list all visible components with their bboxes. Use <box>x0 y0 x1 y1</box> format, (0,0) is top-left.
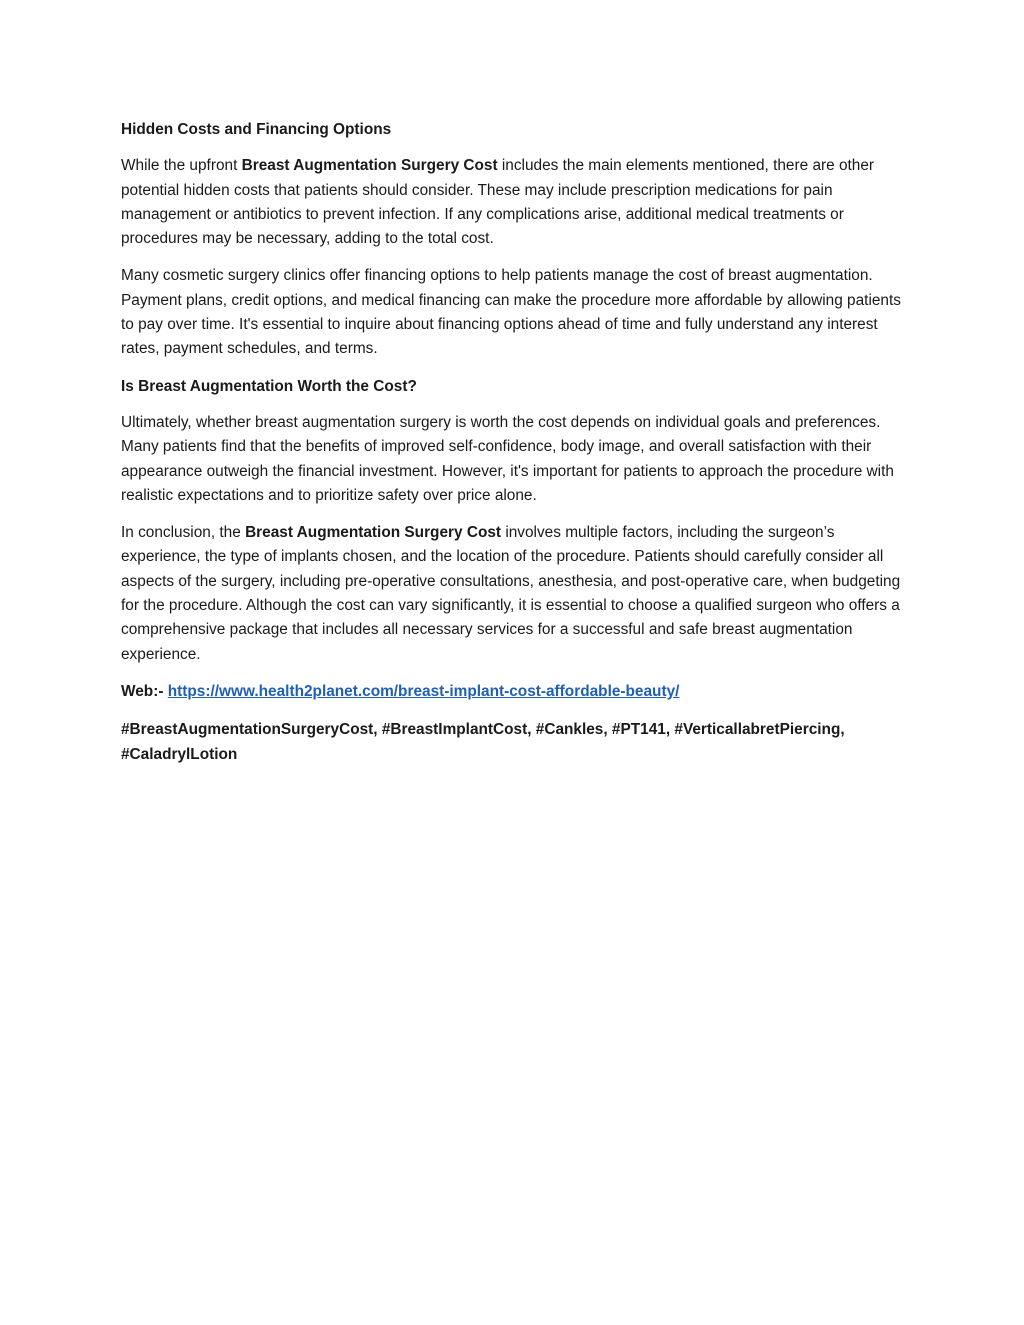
section-heading-hidden-costs: Hidden Costs and Financing Options <box>121 121 392 138</box>
bold-keyword: Breast Augmentation Surgery Cost <box>245 524 502 542</box>
hashtags: #BreastAugmentationSurgeryCost, #BreastImplantCost, #Cankles, #PT141, #VerticallabretPiercing, #CaladrylLotion <box>121 721 845 763</box>
web-label: Web:- <box>121 682 168 700</box>
paragraph-text: involves multiple factors, including the surgeon’s experience, the type of implants chosen, and the location of the procedure. Patients should carefully consider all aspects of the surgery, including pre-operative consultations, anesthesia, and post-operative care, when budgeting for the procedure. Although the cost can vary significantly, it is essential to choose a qualified surgeon who offers a comprehensive package that includes all necessary services for a successful and safe breast augmentation experience. <box>121 524 901 663</box>
web-link[interactable]: https://www.health2planet.com/breast-implant-cost-affordable-beauty/ <box>167 682 680 700</box>
paragraph-financing <box>121 264 911 361</box>
paragraph-text: In conclusion, the <box>121 524 246 542</box>
section-heading-worth-cost: Is Breast Augmentation Worth the Cost? <box>121 377 417 395</box>
paragraph-hidden-costs <box>121 154 911 251</box>
bold-keyword: Breast Augmentation Surgery Cost <box>241 157 498 175</box>
paragraph-text: Many cosmetic surgery clinics offer financing options to help patients manage the cost of breast augmentation. Payment plans, credit options, and medical financing can make the procedure more affordable by allowing patients to pay over time. It's essential to inquire about financing options ahead of time and fully understand any interest rates, payment schedules, and terms. <box>121 267 901 358</box>
web-line <box>121 680 911 704</box>
paragraph-text: While the upfront <box>121 157 242 175</box>
document-page <box>121 118 911 767</box>
paragraph-worth-cost <box>121 411 911 508</box>
paragraph-conclusion <box>121 521 911 667</box>
paragraph-text: includes the main elements mentioned, there are other potential hidden costs that patients should consider. These may include prescription medications for pain management or antibiotics to prevent infection. If any complications arise, additional medical treatments or procedures may be necessary, adding to the total cost. <box>121 157 875 248</box>
paragraph-text: Ultimately, whether breast augmentation surgery is worth the cost depends on individual goals and preferences. Many patients find that the benefits of improved self-confidence, body image, and overall satisfaction with their appearance outweigh the financial investment. However, it's important for patients to approach the procedure with realistic expectations and to prioritize safety over price alone. <box>121 413 894 504</box>
